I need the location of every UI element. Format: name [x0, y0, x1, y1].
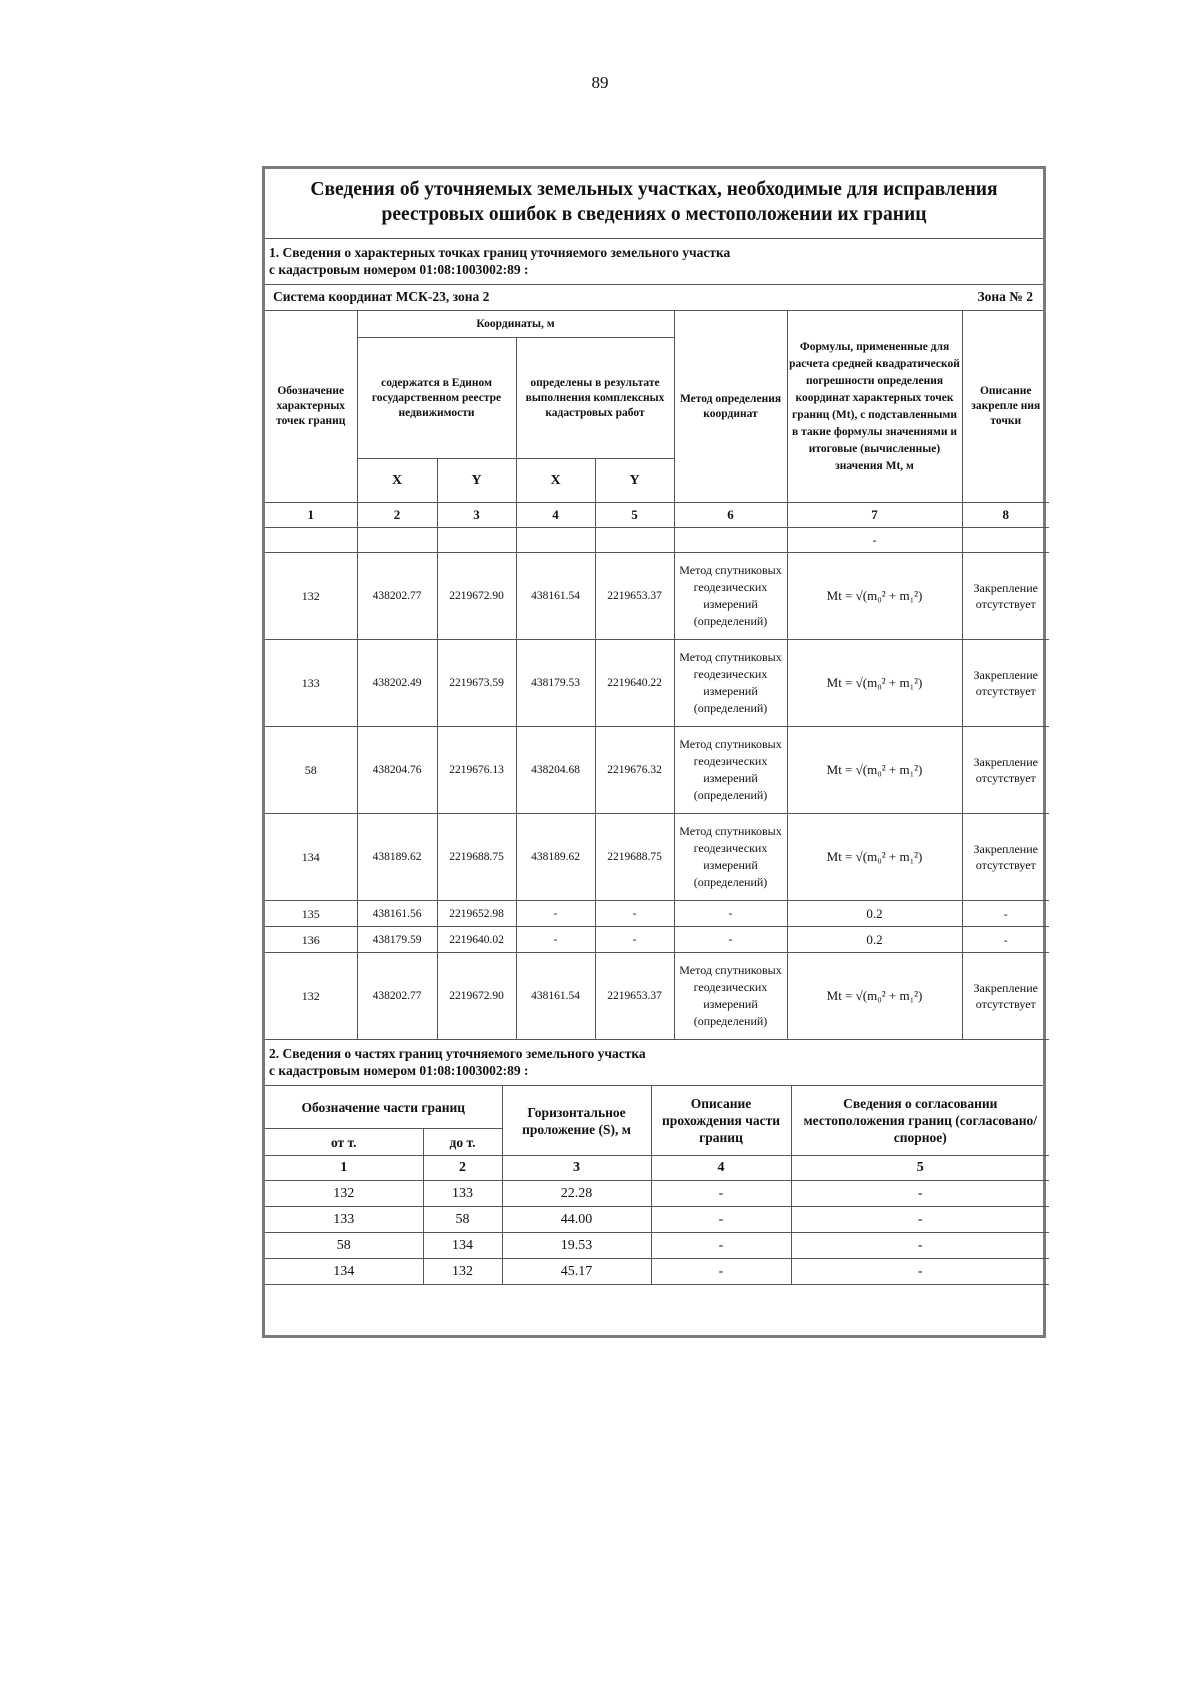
header-method: Метод определения координат	[674, 311, 787, 503]
table-row	[265, 1181, 1049, 1207]
distance-cell: 45.17	[502, 1259, 651, 1285]
fixing-cell: Закрепление отсутствует	[962, 953, 1049, 1040]
column-numbers-row	[265, 503, 1049, 528]
col-number: 1	[265, 503, 357, 528]
formula-cell: Mt = √(m₀² + m₁²)	[787, 640, 962, 727]
point-cell: 134	[265, 814, 357, 901]
header-y1: Y	[437, 459, 516, 503]
header-fixing: Описание закрепле ния точки	[962, 311, 1049, 503]
x-egrn-cell: 438204.76	[357, 727, 437, 814]
col-number: 4	[516, 503, 595, 528]
header-point: Обозначение характерных точек границ	[265, 311, 357, 503]
fixing-cell: Закрепление отсутствует	[962, 553, 1049, 640]
section1-heading	[265, 239, 1043, 285]
section2-heading-line-2: с кадастровым номером 01:08:1003002:89 :	[269, 1063, 529, 1078]
y-complex-cell: -	[595, 901, 674, 927]
from-cell: 132	[265, 1181, 423, 1207]
header-formula: Формулы, примененные для расчета средней квадратической погрешности определения координат характерных точек границ (Mt), с подставленными в такие формулы значениями и итоговые (вычисленные) значения Mt, м	[787, 311, 962, 503]
y-complex-cell: -	[595, 927, 674, 953]
header-y2: Y	[595, 459, 674, 503]
y-complex-cell: 2219676.32	[595, 727, 674, 814]
zone-label: Зона № 2	[977, 289, 1033, 304]
col-number: 3	[437, 503, 516, 528]
formula-cell: Mt = √(m₀² + m₁²)	[787, 953, 962, 1040]
section1-heading-line-1: 1. Сведения о характерных точках границ уточняемого земельного участка	[269, 245, 731, 260]
col-number: 1	[265, 1156, 423, 1181]
method-cell: -	[674, 927, 787, 953]
from-cell: 133	[265, 1207, 423, 1233]
y-egrn-cell: 2219652.98	[437, 901, 516, 927]
formula-cell: Mt = √(m₀² + m₁²)	[787, 814, 962, 901]
points-table	[265, 311, 1049, 1040]
header-from: от т.	[265, 1129, 423, 1156]
x-egrn-cell: 438202.77	[357, 553, 437, 640]
fixing-cell: -	[962, 901, 1049, 927]
point-cell: 135	[265, 901, 357, 927]
fixing-cell: Закрепление отсутствует	[962, 640, 1049, 727]
section2-heading	[265, 1040, 1043, 1086]
to-cell: 134	[423, 1233, 502, 1259]
x-egrn-cell: 438202.49	[357, 640, 437, 727]
table-row	[265, 953, 1049, 1040]
col-number: 8	[962, 503, 1049, 528]
method-cell: Метод спутниковых геодезических измерений (определений)	[674, 553, 787, 640]
header-complex: определены в результате выполнения комплексных кадастровых работ	[516, 338, 674, 459]
fixing-cell: -	[962, 927, 1049, 953]
x-egrn-cell: 438202.77	[357, 953, 437, 1040]
section1-heading-line-2: с кадастровым номером 01:08:1003002:89 :	[269, 262, 529, 277]
col-number: 3	[502, 1156, 651, 1181]
formula-cell: -	[787, 528, 962, 553]
point-cell: 132	[265, 553, 357, 640]
point-cell: 58	[265, 727, 357, 814]
y-egrn-cell: 2219672.90	[437, 953, 516, 1040]
agreement-cell: -	[791, 1259, 1049, 1285]
boundary-parts-table	[265, 1086, 1049, 1285]
x-egrn-cell: 438189.62	[357, 814, 437, 901]
y-egrn-cell: 2219640.02	[437, 927, 516, 953]
formula-cell: Mt = √(m₀² + m₁²)	[787, 553, 962, 640]
x-egrn-cell: 438161.56	[357, 901, 437, 927]
method-cell: Метод спутниковых геодезических измерений (определений)	[674, 640, 787, 727]
table-row	[265, 1259, 1049, 1285]
table-row	[265, 727, 1049, 814]
header-agreement: Сведения о согласовании местоположения границ (согласовано/спорное)	[791, 1086, 1049, 1156]
col-number: 4	[651, 1156, 791, 1181]
col-number: 2	[423, 1156, 502, 1181]
document-title	[265, 169, 1043, 239]
method-cell: Метод спутниковых геодезических измерений (определений)	[674, 727, 787, 814]
table-row	[265, 901, 1049, 927]
table-row	[265, 927, 1049, 953]
header-x1: X	[357, 459, 437, 503]
method-cell: Метод спутниковых геодезических измерений (определений)	[674, 814, 787, 901]
table-row	[265, 1207, 1049, 1233]
y-egrn-cell: 2219688.75	[437, 814, 516, 901]
from-cell: 58	[265, 1233, 423, 1259]
distance-cell: 44.00	[502, 1207, 651, 1233]
method-cell: Метод спутниковых геодезических измерений (определений)	[674, 953, 787, 1040]
col-number: 6	[674, 503, 787, 528]
table-row	[265, 1233, 1049, 1259]
fixing-cell: Закрепление отсутствует	[962, 814, 1049, 901]
method-cell: -	[674, 901, 787, 927]
agreement-cell: -	[791, 1181, 1049, 1207]
coordinate-system-row	[265, 285, 1043, 311]
x-egrn-cell: 438179.59	[357, 927, 437, 953]
title-line-1: Сведения об уточняемых земельных участках, необходимые для исправления	[310, 179, 998, 200]
column-numbers-row	[265, 1156, 1049, 1181]
header-x2: X	[516, 459, 595, 503]
header-to: до т.	[423, 1129, 502, 1156]
col-number: 2	[357, 503, 437, 528]
header-coordinates: Координаты, м	[357, 311, 674, 338]
distance-cell: 22.28	[502, 1181, 651, 1207]
point-cell: 133	[265, 640, 357, 727]
table-row	[265, 640, 1049, 727]
header-description: Описание прохождения части границ	[651, 1086, 791, 1156]
y-egrn-cell: 2219672.90	[437, 553, 516, 640]
point-cell: 136	[265, 927, 357, 953]
point-cell: 132	[265, 953, 357, 1040]
col-number: 5	[791, 1156, 1049, 1181]
header-egrn: содержатся в Едином государственном реестре недвижимости	[357, 338, 516, 459]
y-complex-cell: 2219640.22	[595, 640, 674, 727]
x-complex-cell: -	[516, 927, 595, 953]
x-complex-cell: -	[516, 901, 595, 927]
y-egrn-cell: 2219673.59	[437, 640, 516, 727]
col-number: 5	[595, 503, 674, 528]
formula-cell: 0.2	[787, 927, 962, 953]
document-sheet	[262, 166, 1046, 1338]
y-egrn-cell: 2219676.13	[437, 727, 516, 814]
distance-cell: 19.53	[502, 1233, 651, 1259]
description-cell: -	[651, 1181, 791, 1207]
header-part: Обозначение части границ	[265, 1086, 502, 1129]
y-complex-cell: 2219688.75	[595, 814, 674, 901]
x-complex-cell: 438204.68	[516, 727, 595, 814]
from-cell: 134	[265, 1259, 423, 1285]
description-cell: -	[651, 1259, 791, 1285]
description-cell: -	[651, 1207, 791, 1233]
x-complex-cell: 438161.54	[516, 553, 595, 640]
section2-heading-line-1: 2. Сведения о частях границ уточняемого земельного участка	[269, 1046, 646, 1061]
y-complex-cell: 2219653.37	[595, 953, 674, 1040]
table-row	[265, 814, 1049, 901]
formula-cell: Mt = √(m₀² + m₁²)	[787, 727, 962, 814]
agreement-cell: -	[791, 1207, 1049, 1233]
x-complex-cell: 438189.62	[516, 814, 595, 901]
to-cell: 132	[423, 1259, 502, 1285]
description-cell: -	[651, 1233, 791, 1259]
table-row	[265, 553, 1049, 640]
table-row	[265, 528, 1049, 553]
header-horizontal: Горизонтальное проложение (S), м	[502, 1086, 651, 1156]
page-number: 89	[591, 73, 609, 92]
fixing-cell: Закрепление отсутствует	[962, 727, 1049, 814]
x-complex-cell: 438161.54	[516, 953, 595, 1040]
formula-cell: 0.2	[787, 901, 962, 927]
y-complex-cell: 2219653.37	[595, 553, 674, 640]
to-cell: 133	[423, 1181, 502, 1207]
coordinate-system: Система координат МСК-23, зона 2	[273, 289, 490, 304]
to-cell: 58	[423, 1207, 502, 1233]
col-number: 7	[787, 503, 962, 528]
x-complex-cell: 438179.53	[516, 640, 595, 727]
title-line-2: реестровых ошибок в сведениях о местоположении их границ	[381, 204, 927, 225]
agreement-cell: -	[791, 1233, 1049, 1259]
